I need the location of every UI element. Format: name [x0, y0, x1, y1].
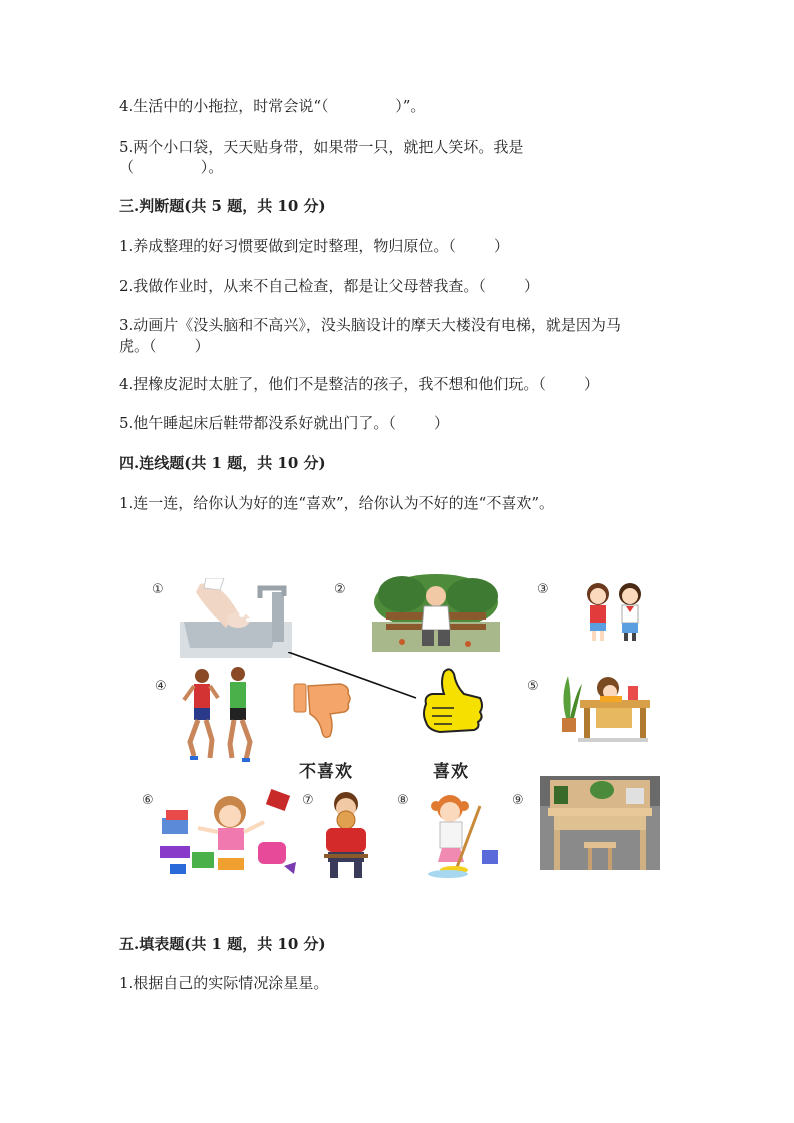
section3-heading: 三.判断题(共 5 题，共 10 分)	[119, 197, 326, 215]
tidy-desk-picture	[540, 776, 660, 870]
judge-q3-line2: 虎。（ ）	[119, 337, 210, 355]
number-7: ⑦	[302, 793, 314, 808]
judge-q2: 2.我做作业时，从来不自己检查，都是让父母替我查。（ ）	[119, 277, 539, 295]
messy-girl-picture	[158, 782, 300, 878]
dislike-label: 不喜欢	[299, 762, 353, 782]
judge-q4: 4.捏橡皮泥时太脏了，他们不是整洁的孩子，我不想和他们玩。（ ）	[119, 375, 599, 393]
matching-q1: 1.连一连，给你认为好的连“喜欢”，给你认为不好的连“不喜欢”。	[119, 494, 554, 512]
thumbs-up-icon	[420, 666, 486, 736]
judge-q1: 1.养成整理的好习惯要做到定时整理，物归原位。（ ）	[119, 237, 509, 255]
boy-eating-picture	[318, 790, 374, 882]
number-9: ⑨	[512, 793, 524, 808]
number-8: ⑧	[397, 793, 409, 808]
girl-with-mop-picture	[420, 790, 502, 878]
question-4: 4.生活中的小拖拉，时常会说“（ ）”。	[119, 97, 426, 115]
connecting-line	[288, 652, 420, 702]
number-5: ⑤	[527, 679, 539, 694]
man-in-park-picture	[372, 572, 500, 652]
number-1: ①	[152, 582, 164, 597]
judge-q3-line1: 3.动画片《没头脑和不高兴》，没头脑设计的摩天大楼没有电梯，就是因为马	[119, 316, 621, 334]
like-label: 喜欢	[433, 762, 469, 782]
number-2: ②	[334, 582, 346, 597]
question-5-line2: （ ）。	[119, 158, 224, 176]
section4-heading: 四.连线题(共 1 题，共 10 分)	[119, 454, 326, 472]
runners-picture	[180, 664, 260, 766]
judge-q5: 5.他午睡起床后鞋带都没系好就出门了。（ ）	[119, 414, 449, 432]
number-6: ⑥	[142, 793, 154, 808]
section5-heading: 五.填表题(共 1 题，共 10 分)	[119, 935, 326, 953]
washing-hands-picture	[180, 578, 292, 658]
number-4: ④	[155, 679, 167, 694]
question-5-line1: 5.两个小口袋，天天贴身带，如果带一只，就把人笑坏。我是	[119, 138, 524, 156]
table-q1: 1.根据自己的实际情况涂星星。	[119, 974, 329, 992]
child-at-desk-picture	[556, 666, 652, 746]
number-3: ③	[537, 582, 549, 597]
two-children-picture	[578, 578, 652, 644]
